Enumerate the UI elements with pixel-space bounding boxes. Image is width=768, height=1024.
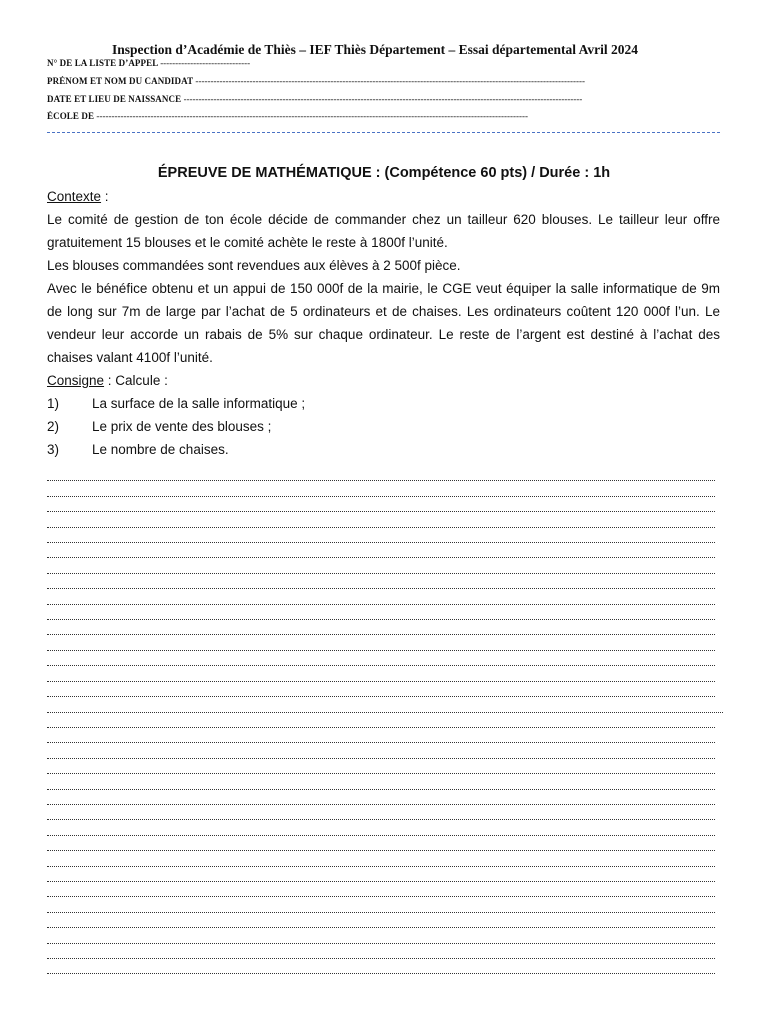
question-text: La surface de la salle informatique ; (92, 396, 306, 411)
answer-line[interactable] (47, 839, 715, 854)
school-field (47, 111, 528, 121)
answer-line[interactable] (47, 577, 715, 592)
call-list-number-field (47, 58, 250, 68)
answer-line[interactable] (47, 716, 715, 731)
candidate-name-field (47, 76, 585, 86)
answer-line[interactable] (47, 469, 715, 484)
answer-line[interactable] (47, 654, 715, 669)
answer-line[interactable] (47, 546, 715, 561)
answer-line[interactable] (47, 823, 715, 838)
answer-line[interactable] (47, 746, 715, 761)
field-label: N° DE LA LISTE D’APPEL (47, 58, 158, 68)
answer-line[interactable] (47, 793, 715, 808)
answer-line[interactable] (47, 916, 715, 931)
consigne-heading (47, 369, 720, 392)
context-label: Contexte (47, 189, 102, 204)
context-paragraph: Les blouses commandées sont revendues aux élèves à 2 500f pièce. (47, 258, 461, 273)
answer-line[interactable] (47, 592, 715, 607)
answer-line[interactable] (47, 947, 715, 962)
question-number: 3) (47, 442, 60, 457)
answer-line[interactable] (47, 623, 715, 638)
answer-line[interactable] (47, 561, 715, 576)
answer-line[interactable] (47, 669, 715, 684)
question-number: 1) (47, 396, 60, 411)
answer-line[interactable] (47, 962, 715, 977)
answer-line[interactable] (47, 500, 715, 515)
answer-line[interactable] (47, 638, 715, 653)
question-item (47, 415, 720, 438)
question-item (47, 392, 720, 415)
header-title: Inspection d’Académie de Thiès – IEF Thiès Département – Essai départemental Avril 2024 (112, 42, 638, 57)
answer-line[interactable] (47, 608, 715, 623)
answer-line[interactable] (47, 870, 715, 885)
consigne-text: : Calcule : (104, 373, 168, 388)
field-dots: ------------------------------ (160, 58, 251, 68)
question-text: Le nombre de chaises. (92, 442, 229, 457)
header-separator (47, 132, 720, 133)
field-label: DATE ET LIEU DE NAISSANCE (47, 94, 182, 104)
answer-line[interactable] (47, 762, 715, 777)
field-label: PRÉNOM ET NOM DU CANDIDAT (47, 76, 194, 86)
answer-line[interactable] (47, 531, 715, 546)
birth-date-place-field (47, 94, 582, 104)
field-dots: ---------------------------------------------------------------------------------------------------------------------------------- (195, 76, 585, 86)
context-paragraph: Avec le bénéfice obtenu et un appui de 150 000f de la mairie, le CGE veut équiper la salle informatique de 9m de long sur 7m de large par l’achat de 5 ordinateurs et de chaises. Les ordinateurs coûtent 120 000f l’un. Le vendeur leur accorde un rabais de 5% sur chaque ordinateur. Le reste de l’argent est destiné à l’achat des chaises valant 4100f l’unité. (47, 281, 720, 365)
answer-line[interactable] (47, 808, 715, 823)
field-dots: ------------------------------------------------------------------------------------------------------------------------------------- (183, 94, 583, 104)
answer-line[interactable] (47, 484, 715, 499)
question-number: 2) (47, 419, 60, 434)
answer-line[interactable] (47, 900, 715, 915)
question-item (47, 438, 720, 461)
answer-line[interactable] (47, 731, 715, 746)
field-dots: ------------------------------------------------------------------------------------------------------------------------------------------------ (96, 111, 528, 121)
answer-line[interactable] (47, 885, 715, 900)
question-text: Le prix de vente des blouses ; (92, 419, 272, 434)
field-label: ÉCOLE DE (47, 111, 95, 121)
answer-line[interactable] (47, 700, 715, 715)
exam-title: ÉPREUVE DE MATHÉMATIQUE : (Compétence 60 pts) / Durée : 1h (157, 165, 611, 181)
answer-line[interactable] (47, 931, 715, 946)
answer-line[interactable] (47, 777, 715, 792)
context-paragraph: Le comité de gestion de ton école décide de commander chez un tailleur 620 blouses. Le tailleur leur offre gratuitement 15 blouses et le comité achète le reste à 1800f l’unité. (47, 212, 720, 250)
answer-area[interactable] (47, 469, 715, 977)
consigne-label: Consigne (47, 373, 105, 388)
answer-line[interactable] (47, 854, 715, 869)
exam-body (47, 185, 720, 461)
answer-line[interactable] (47, 515, 715, 530)
context-heading (47, 185, 720, 208)
answer-line[interactable] (47, 685, 715, 700)
context-sep: : (101, 189, 109, 204)
